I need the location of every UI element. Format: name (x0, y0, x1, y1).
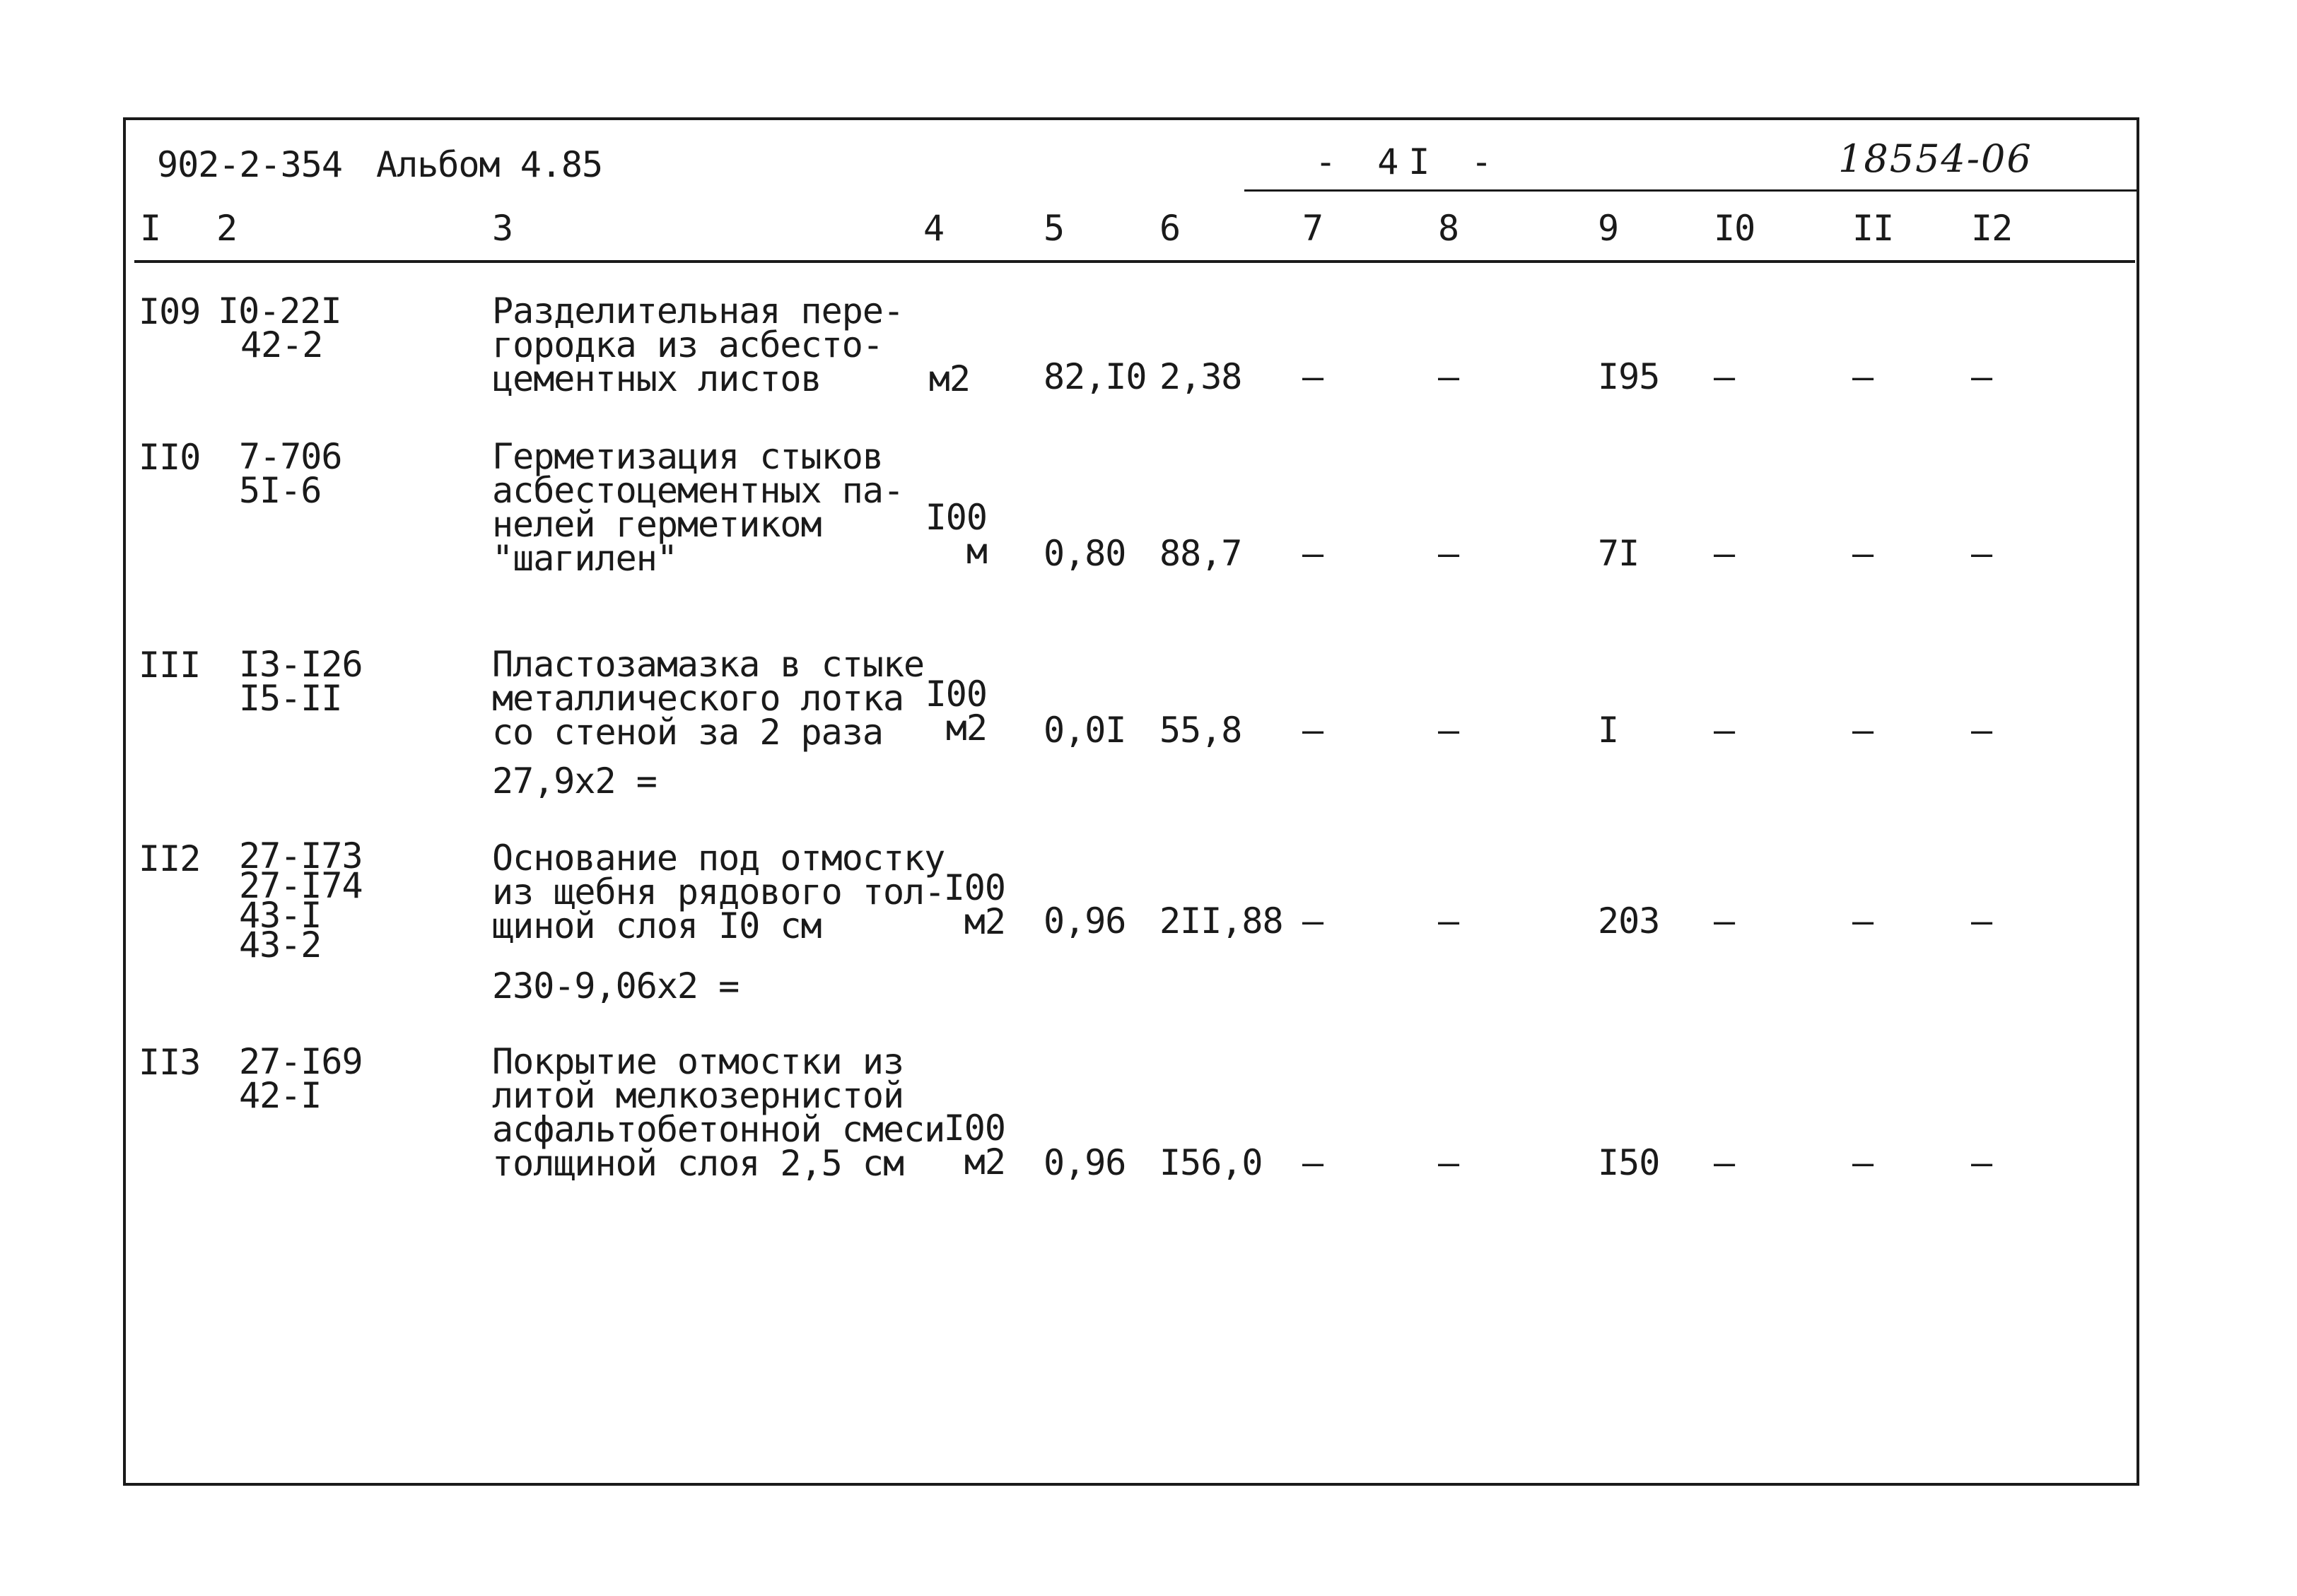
column-12-value: – (1971, 900, 1992, 941)
column-header-8: 8 (1438, 208, 1459, 249)
column-7-value: – (1302, 1142, 1323, 1183)
header-rule-right (1244, 189, 2138, 192)
column-8-value: – (1438, 1142, 1459, 1183)
row-number: I09 (139, 291, 201, 332)
column-12-value: – (1971, 356, 1992, 397)
quantity: 0,0I (1044, 710, 1126, 751)
calculation-note: 27,9х2 = (492, 761, 657, 802)
work-description: Пластозамазка в стыке металлического лотка со стеной за 2 раза (492, 644, 925, 753)
column-header-rule (134, 260, 2135, 263)
column-7-value: – (1302, 533, 1323, 574)
column-9-value: I (1598, 710, 1619, 751)
column-10-value: – (1714, 356, 1735, 397)
unit-price: 88,7 (1159, 533, 1242, 574)
frame-top-rule (124, 117, 2139, 120)
column-8-value: – (1438, 710, 1459, 751)
column-header-9: 9 (1598, 208, 1619, 249)
column-12-value: – (1971, 1142, 1992, 1183)
frame-right-rule (2137, 117, 2139, 1486)
unit-price: I56,0 (1159, 1142, 1263, 1183)
quantity: 0,96 (1044, 900, 1126, 941)
frame-bottom-rule (124, 1483, 2139, 1486)
column-9-value: 203 (1598, 900, 1660, 941)
unit: I00 м2 (943, 867, 1005, 942)
column-10-value: – (1714, 710, 1735, 751)
column-header-7: 7 (1302, 208, 1323, 249)
column-9-value: 7I (1598, 533, 1640, 574)
quantity: 0,80 (1044, 533, 1126, 574)
column-header-4: 4 (923, 208, 945, 249)
row-number: II2 (139, 838, 201, 879)
rate-code: I0-22I 42-2 (218, 291, 341, 365)
unit: I00 м2 (925, 674, 987, 749)
row-number: II3 (139, 1042, 201, 1083)
column-8-value: – (1438, 900, 1459, 941)
unit-price: 2,38 (1159, 356, 1242, 397)
unit-price: 55,8 (1159, 710, 1242, 751)
work-description: Разделительная пере- городка из асбесто- цементных листов (492, 291, 904, 399)
column-header-3: 3 (492, 208, 513, 249)
column-10-value: – (1714, 900, 1735, 941)
column-header-1: I (140, 208, 161, 249)
column-header-2: 2 (216, 208, 238, 249)
column-11-value: – (1852, 356, 1874, 397)
calculation-note: 230-9,06х2 = (492, 966, 740, 1007)
unit: I00 м (925, 497, 987, 572)
column-7-value: – (1302, 900, 1323, 941)
column-11-value: – (1852, 533, 1874, 574)
unit-price: 2II,88 (1159, 900, 1283, 941)
column-header-5: 5 (1044, 208, 1065, 249)
work-description: Покрытие отмостки из литой мелкозернистой асфальтобетонной смеси толщиной слоя 2,5 см (492, 1041, 945, 1184)
column-12-value: – (1971, 533, 1992, 574)
stamp-number: 18554-06 (1838, 136, 2033, 181)
column-8-value: – (1438, 356, 1459, 397)
frame-left-rule (123, 117, 126, 1486)
column-12-value: – (1971, 710, 1992, 751)
row-number: III (139, 645, 201, 686)
document-code: 902-2-354 (157, 144, 342, 185)
column-9-value: I95 (1598, 356, 1660, 397)
unit: м2 (928, 358, 970, 399)
work-description: Основание под отмостку из щебня рядового тол- щиной слоя I0 см (492, 838, 945, 946)
rate-code: 7-706 5I-6 (239, 436, 342, 511)
rate-code: I3-I26 I5-II (239, 644, 363, 719)
rate-code: 27-I73 27-I74 43-I 43-2 (239, 835, 363, 966)
quantity: 82,I0 (1044, 356, 1147, 397)
column-7-value: – (1302, 356, 1323, 397)
unit: I00 м2 (943, 1108, 1005, 1183)
column-7-value: – (1302, 710, 1323, 751)
column-9-value: I50 (1598, 1142, 1660, 1183)
quantity: 0,96 (1044, 1142, 1126, 1183)
row-number: II0 (139, 437, 201, 478)
column-header-12: I2 (1971, 208, 2013, 249)
page-number: - 4I - (1315, 141, 1502, 182)
column-header-6: 6 (1159, 208, 1181, 249)
rate-code: 27-I69 42-I (239, 1041, 363, 1116)
column-header-10: I0 (1714, 208, 1755, 249)
column-10-value: – (1714, 533, 1735, 574)
column-8-value: – (1438, 533, 1459, 574)
column-header-11: II (1852, 208, 1894, 249)
column-10-value: – (1714, 1142, 1735, 1183)
album-label: Альбом 4.85 (376, 144, 603, 185)
column-11-value: – (1852, 900, 1874, 941)
work-description: Герметизация стыков асбестоцементных па- нелей герметиком "шагилен" (492, 436, 904, 579)
column-11-value: – (1852, 710, 1874, 751)
column-11-value: – (1852, 1142, 1874, 1183)
